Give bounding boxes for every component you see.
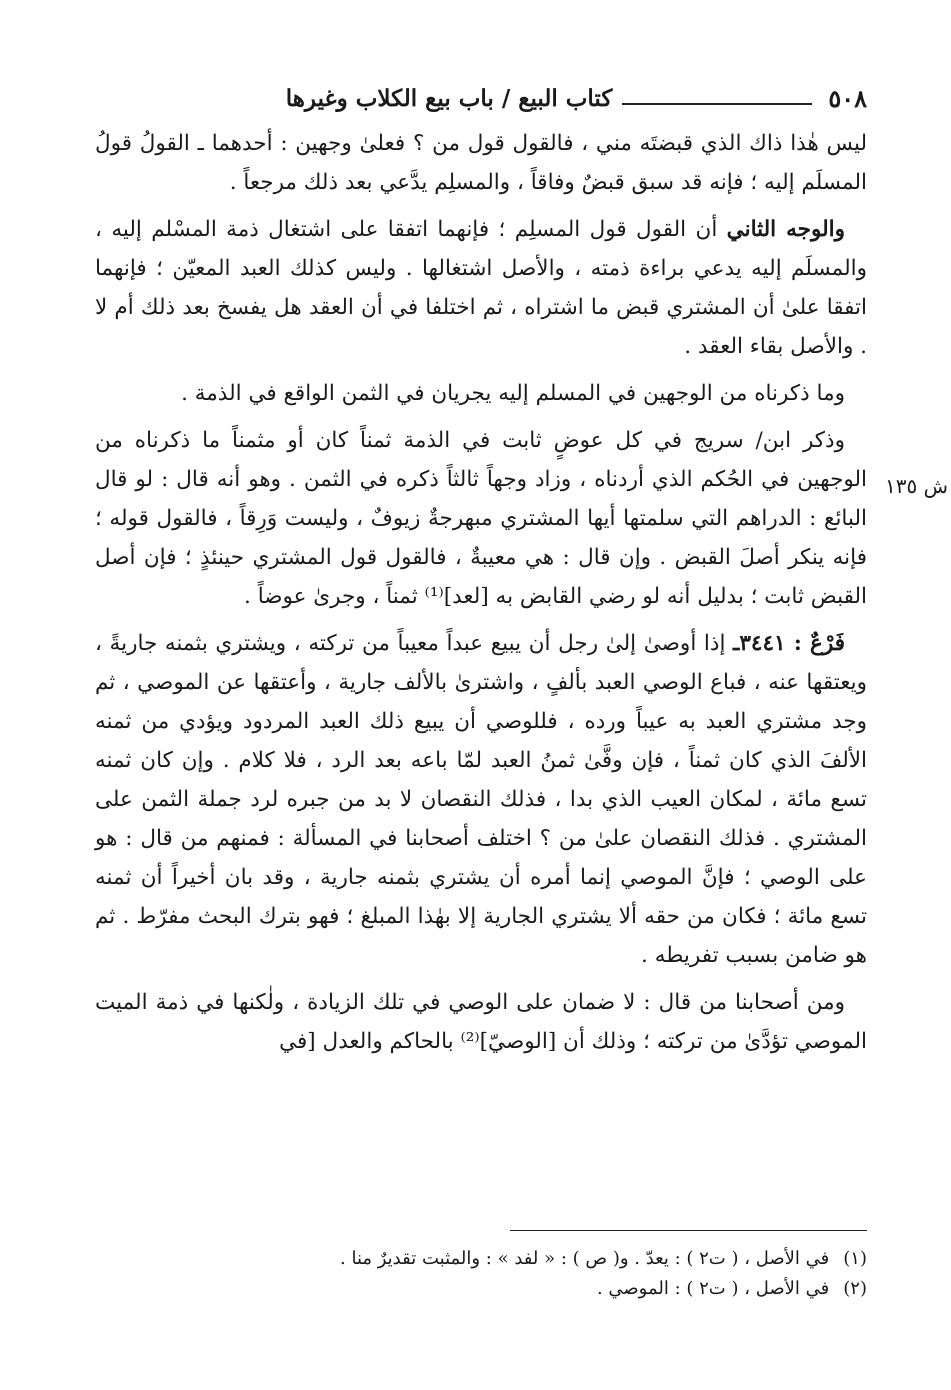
paragraph-text: ومن أصحابنا من قال : لا ضمان على الوصي في تلك الزيادة ، ولٰكنها في ذمة الميت الموصي تؤدَّىٰ من تركته ؛ وذلك أن [الوصيّ]⁽²⁾ بالحاكم والعدل [في xyxy=(95,990,867,1054)
header-rule xyxy=(622,91,812,105)
footnote-divider xyxy=(510,1230,867,1231)
paragraph-text: أن القول قول المسلِم ؛ فإنهما اتفقا على اشتغال ذمة المسْلم إليه ، والمسلَم إليه يدعي براءة ذمته ، والأصل اشتغالها . وليس كذلك العبد المعيّن ؛ فإنهما اتفقا علىٰ أن المشتري قبض ما اشتراه ، ثم اختلفا في أن العقد هل يفسخ بعد ذلك أم لا . والأصل بقاء العقد . xyxy=(95,217,867,359)
footnotes xyxy=(95,1244,867,1304)
paragraph xyxy=(95,210,867,366)
paragraph-lead: فَرْعٌ : ٣٤٤١ـ xyxy=(733,631,845,656)
paragraph xyxy=(95,983,867,1061)
paragraph-text: وذكر ابن/ سريج في كل عوضٍ ثابت في الذمة ثمناً كان أو مثمناً ما ذكرناه من الوجهين في الحُكم الذي أردناه ، وزاد وجهاً ثالثاً ذكره في الثمن . وهو أنه قال : لو قال البائع : الدراهم التي سلمتها أيها المشتري مبهرجةٌ زيوفٌ ، وليست وَرِقاً ، فالقول قوله ؛ فإنه ينكر أصلَ القبض . وإن قال : هي معيبةٌ ، فالقول قول المشتري حينئذٍ ؛ فإن أصل القبض ثابت ؛ بدليل أنه لو رضي القابض به [لعد]⁽¹⁾ ثمناً ، وجرىٰ عوضاً . xyxy=(95,428,867,609)
paragraph-text: وما ذكرناه من الوجهين في المسلم إليه يجريان في الثمن الواقع في الذمة . xyxy=(181,381,845,406)
main-text xyxy=(95,124,867,1069)
page-header xyxy=(95,78,867,118)
paragraph xyxy=(95,124,867,202)
running-title: كتاب البيع / باب بيع الكلاب وغيرها xyxy=(285,84,613,112)
footnote-text: في الأصل ، ( ت٢ ) : الموصي . xyxy=(596,1278,830,1299)
footnote-mark: (٢) xyxy=(843,1278,867,1299)
margin-reference: ش ١٣٥ xyxy=(884,474,948,498)
footnote xyxy=(95,1244,867,1274)
footnote-text: في الأصل ، ( ت٢ ) : يعدّ . و( ص ) : « لفد » : والمثبت تقديرٌ منا . xyxy=(340,1248,830,1269)
footnote-mark: (١) xyxy=(843,1248,867,1269)
paragraph-text: إذا أوصىٰ إلىٰ رجل أن يبيع عبداً معيباً من تركته ، ويشتري بثمنه جاريةً ، ويعتقها عنه ، فباع الوصي العبد بألفٍ ، واشترىٰ بالألف جارية ، وأعتقها عن الموصي ، ثم وجد مشتري العبد به عيباً ورده ، فللوصي أن يبيع ذلك العبد المردود ويؤدي من ثمنه الألفَ الذي كان ثمناً ، فإن وفَّىٰ ثمنُ العبد لمّا باعه بعد الرد ، فلا كلام . وإن كان ثمنه تسع مائة ، لمكان العيب الذي بدا ، فذلك النقصان لا بد من جبره لرد جملة الثمن على المشتري . فذلك النقصان علىٰ من ؟ اختلف أصحابنا في المسألة : فمنهم من قال : هو على الوصي ؛ فإنَّ الموصي إنما أمره أن يشتري بثمنه جارية ، وقد بان أخيراً أن ثمنه تسع مائة ؛ فكان من حقه ألا يشتري الجارية إلا بهٰذا المبلغ ؛ فهو بترك البحث مفرّط . ثم هو ضامن بسبب تفريطه . xyxy=(95,631,867,968)
footnote xyxy=(95,1274,867,1304)
paragraph xyxy=(95,421,867,616)
paragraph-text: ليس هٰذا ذاك الذي قبضتَه مني ، فالقول قول من ؟ فعلىٰ وجهين : أحدهما ـ القولُ قولُ المسلَم إليه ؛ فإنه قد سبق قبضٌ وفاقاً ، والمسلِم يدَّعي بعد ذلك مرجعاً . xyxy=(95,131,867,195)
paragraph-lead: والوجه الثاني xyxy=(726,217,845,242)
page-number: ٥٠٨ xyxy=(828,83,867,113)
paragraph xyxy=(95,374,867,413)
paragraph xyxy=(95,624,867,975)
